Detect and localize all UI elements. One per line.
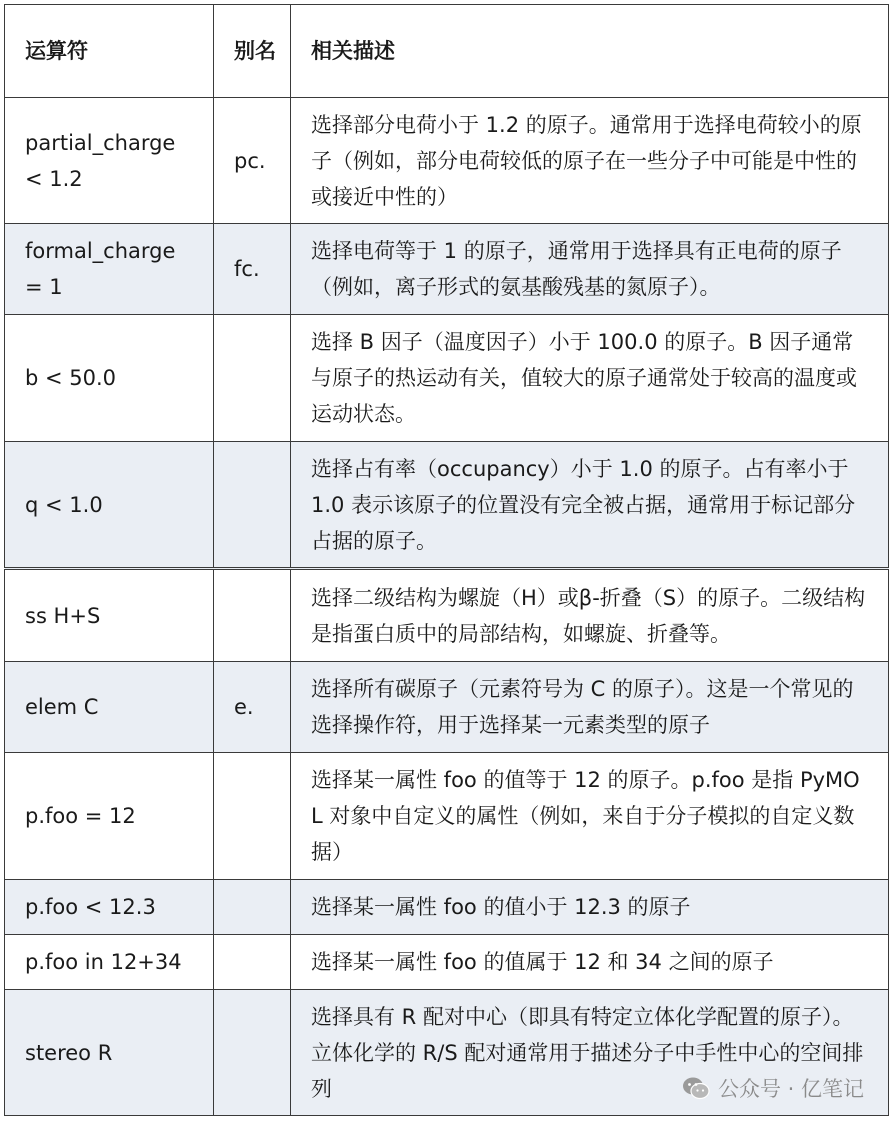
alias-cell: fc.: [214, 224, 291, 315]
watermark: [682, 1073, 864, 1103]
table-row: [5, 98, 889, 224]
operator-cell: elem C: [5, 662, 214, 753]
description-cell: 选择具有 R 配对中心（即具有特定立体化学配置的原子）。立体化学的 R/S 配对通常用于描述分子中手性中心的空间排列: [291, 990, 889, 1116]
description-cell: 选择 B 因子（温度因子）小于 100.0 的原子。B 因子通常与原子的热运动有关，值较大的原子通常处于较高的温度或运动状态。: [291, 315, 889, 442]
header-description: 相关描述: [291, 5, 889, 98]
description-cell: 选择电荷等于 1 的原子，通常用于选择具有正电荷的原子（例如，离子形式的氨基酸残基的氮原子）。: [291, 224, 889, 315]
alias-cell: [214, 315, 291, 442]
header-operator: 运算符: [5, 5, 214, 98]
operator-cell: p.foo < 12.3: [5, 880, 214, 935]
alias-cell: [214, 569, 291, 662]
alias-cell: [214, 442, 291, 569]
table-row: [5, 442, 889, 569]
table-row: [5, 224, 889, 315]
header-alias: 别名: [214, 5, 291, 98]
operator-cell: stereo R: [5, 990, 214, 1116]
table-row: [5, 662, 889, 753]
alias-cell: pc.: [214, 98, 291, 224]
description-cell: 选择某一属性 foo 的值小于 12.3 的原子: [291, 880, 889, 935]
table-row: [5, 753, 889, 880]
alias-cell: e.: [214, 662, 291, 753]
wechat-icon: [682, 1076, 710, 1100]
description-cell: 选择某一属性 foo 的值属于 12 和 34 之间的原子: [291, 935, 889, 990]
description-cell: 选择某一属性 foo 的值等于 12 的原子。p.foo 是指 PyMOL 对象中自定义的属性（例如，来自于分子模拟的自定义数据）: [291, 753, 889, 880]
table-row: [5, 315, 889, 442]
description-cell: 选择所有碳原子（元素符号为 C 的原子）。这是一个常见的选择操作符，用于选择某一元素类型的原子: [291, 662, 889, 753]
alias-cell: [214, 753, 291, 880]
operator-table: [4, 4, 889, 1116]
table-header-row: [5, 5, 889, 98]
description-cell: 选择占有率（occupancy）小于 1.0 的原子。占有率小于 1.0 表示该原子的位置没有完全被占据，通常用于标记部分占据的原子。: [291, 442, 889, 569]
operator-cell: ss H+S: [5, 569, 214, 662]
operator-cell: q < 1.0: [5, 442, 214, 569]
operator-cell: b < 50.0: [5, 315, 214, 442]
operator-cell: p.foo = 12: [5, 753, 214, 880]
alias-cell: [214, 990, 291, 1116]
description-cell: 选择部分电荷小于 1.2 的原子。通常用于选择电荷较小的原子（例如，部分电荷较低的原子在一些分子中可能是中性的或接近中性的）: [291, 98, 889, 224]
table-row: [5, 935, 889, 990]
watermark-text: 公众号 · 亿笔记: [717, 1077, 864, 1101]
operator-cell: formal_charge = 1: [5, 224, 214, 315]
operator-cell: p.foo in 12+34: [5, 935, 214, 990]
alias-cell: [214, 935, 291, 990]
operator-cell: partial_charge < 1.2: [5, 98, 214, 224]
alias-cell: [214, 880, 291, 935]
table-row: [5, 880, 889, 935]
table-row: [5, 569, 889, 662]
description-cell: 选择二级结构为螺旋（H）或β-折叠（S）的原子。二级结构是指蛋白质中的局部结构，如螺旋、折叠等。: [291, 569, 889, 662]
